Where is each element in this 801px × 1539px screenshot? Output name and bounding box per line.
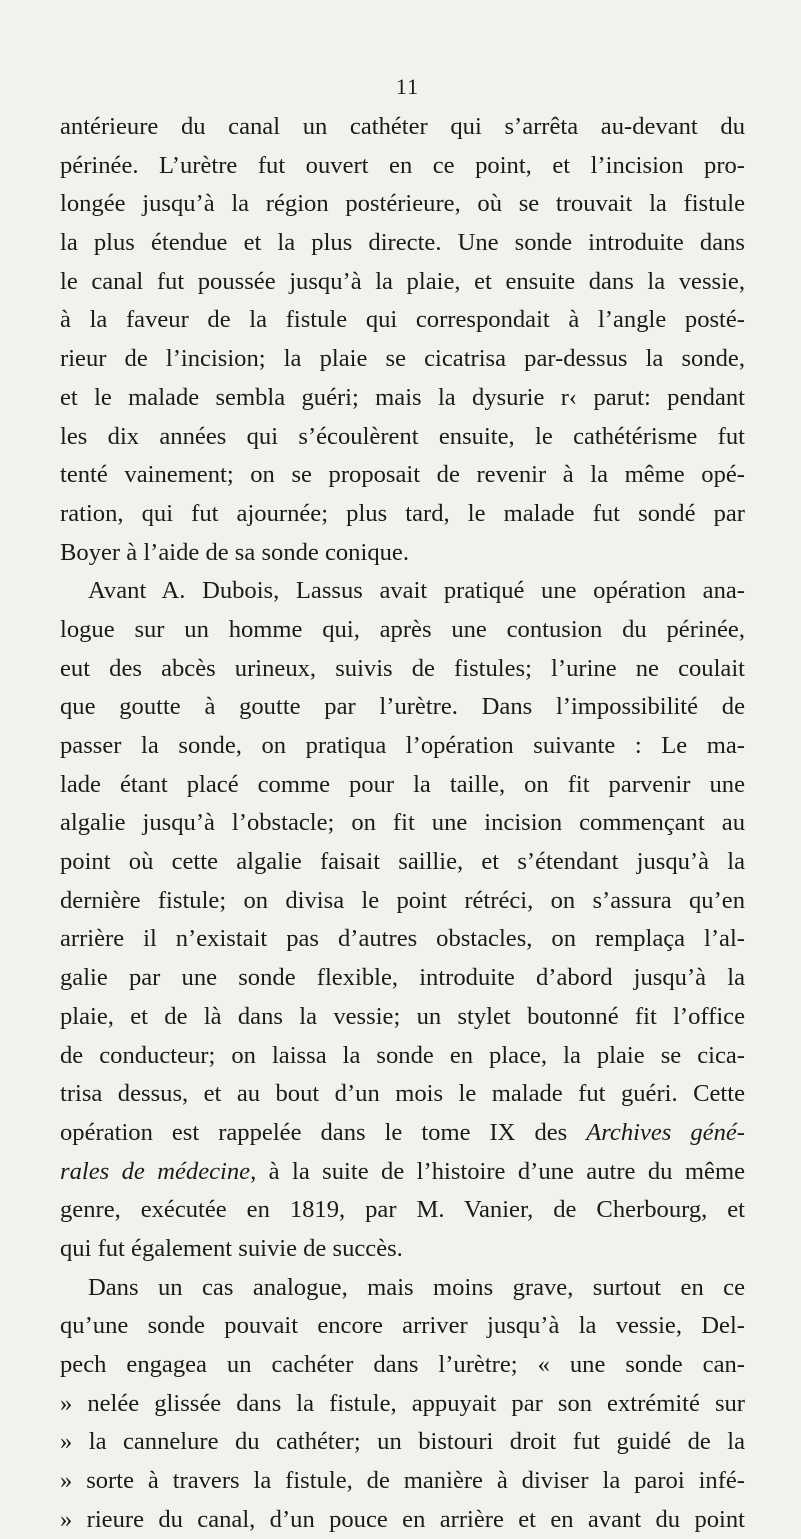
text-line: [60, 998, 745, 1037]
text-segment: qui fut également suivie de succès.: [60, 1234, 403, 1262]
text-line: [60, 1075, 745, 1114]
text-segment: le canal fut poussée jusqu’à la plaie, et ensuite dans la vessie,: [60, 267, 745, 295]
text-line: [60, 224, 745, 263]
text-line: [60, 263, 745, 302]
text-segment: tenté vainement; on se proposait de revenir à la même opé-: [60, 461, 745, 489]
text-line: [60, 1423, 745, 1462]
text-line: [60, 185, 745, 224]
text-segment: la plus étendue et la plus directe. Une sonde introduite dans: [60, 229, 745, 257]
text-segment: qu’une sonde pouvait encore arriver jusqu’à la vessie, Del-: [60, 1312, 745, 1340]
text-segment: , à la suite de l’histoire d’une autre du même: [250, 1157, 745, 1185]
text-segment: rieur de l’incision; la plaie se cicatrisa par-dessus la sonde,: [60, 345, 745, 373]
text-segment: les dix années qui s’écoulèrent ensuite, le cathétérisme fut: [60, 422, 745, 450]
text-line: [60, 495, 745, 534]
text-line: [60, 1153, 745, 1192]
text-segment: et le malade sembla guéri; mais la dysurie r‹ parut: pendant: [60, 383, 745, 411]
text-line: [60, 379, 745, 418]
text-line: [60, 650, 745, 689]
text-segment: » nelée glissée dans la fistule, appuyait par son extrémité sur: [60, 1389, 745, 1417]
italic-text-segment: rales de médecine: [60, 1157, 251, 1185]
text-segment: de conducteur; on laissa la sonde en place, la plaie se cica-: [60, 1041, 745, 1069]
text-line: [60, 843, 745, 882]
text-segment: algalie jusqu’à l’obstacle; on fit une incision commençant au: [60, 809, 745, 837]
text-segment: passer la sonde, on pratiqua l’opération suivante : Le ma-: [60, 732, 745, 759]
text-segment: à la faveur de la fistule qui correspondait à l’angle posté-: [60, 306, 745, 334]
text-segment: galie par une sonde flexible, introduite d’abord jusqu’à la: [60, 964, 745, 992]
text-segment: genre, exécutée en 1819, par M. Vanier, de Cherbourg, et: [60, 1196, 745, 1224]
text-line: [60, 1191, 745, 1230]
text-segment: ration, qui fut ajournée; plus tard, le malade fut sondé par: [60, 499, 745, 527]
text-segment: Dans un cas analogue, mais moins grave, surtout en ce: [88, 1273, 745, 1301]
text-line: [60, 959, 745, 998]
text-segment: dernière fistule; on divisa le point rétréci, on s’assura qu’en: [60, 886, 745, 914]
text-segment: eut des abcès urineux, suivis de fistules; l’urine ne coulait: [60, 654, 745, 682]
text-line: [60, 727, 745, 766]
text-line: [60, 688, 745, 727]
text-segment: Boyer à l’aide de sa sonde conique.: [60, 538, 409, 566]
text-line: [60, 920, 745, 959]
text-segment: opération est rappelée dans le tome IX des: [60, 1118, 587, 1146]
text-line: [60, 340, 745, 379]
text-line: [60, 108, 745, 147]
text-line: [60, 1385, 745, 1424]
text-segment: antérieure du canal un cathéter qui s’arrêta au-devant du: [60, 113, 745, 140]
text-line: [60, 1230, 745, 1269]
text-line: [60, 1037, 745, 1076]
text-line: [60, 611, 745, 650]
page-number: 11: [395, 74, 420, 99]
text-segment: logue sur un homme qui, après une contusion du périnée,: [60, 615, 745, 643]
text-line: [60, 534, 745, 573]
text-segment: » sorte à travers la fistule, de manière à diviser la paroi infé-: [60, 1467, 745, 1495]
text-segment: pech engagea un cachéter dans l’urètre; « une sonde can-: [60, 1351, 745, 1378]
text-line: [60, 804, 745, 843]
text-line: [60, 418, 745, 457]
text-line: [60, 1307, 745, 1346]
text-segment: trisa dessus, et au bout d’un mois le malade fut guéri. Cette: [60, 1080, 745, 1108]
text-segment: arrière il n’existait pas d’autres obstacles, on remplaça l’al-: [60, 925, 745, 953]
text-line: [60, 572, 745, 611]
text-line: [60, 1501, 745, 1539]
text-line: [60, 1346, 745, 1385]
text-segment: lade étant placé comme pour la taille, on fit parvenir une: [60, 770, 745, 798]
text-segment: » rieure du canal, d’un pouce en arrière et en avant du point: [60, 1505, 745, 1533]
text-segment: point où cette algalie faisait saillie, et s’étendant jusqu’à la: [60, 848, 745, 876]
text-segment: que goutte à goutte par l’urètre. Dans l’impossibilité de: [60, 693, 745, 721]
body-text: [60, 108, 745, 1539]
text-segment: Avant A. Dubois, Lassus avait pratiqué une opération ana-: [88, 577, 745, 605]
text-line: [60, 766, 745, 805]
text-line: [60, 1269, 745, 1308]
text-segment: » la cannelure du cathéter; un bistouri droit fut guidé de la: [60, 1428, 745, 1456]
text-segment: périnée. L’urètre fut ouvert en ce point, et l’incision pro-: [60, 151, 745, 179]
text-line: [60, 147, 745, 186]
text-segment: longée jusqu’à la région postérieure, où se trouvait la fistule: [60, 190, 745, 218]
text-line: [60, 1114, 745, 1153]
text-line: [60, 1462, 745, 1501]
text-line: [60, 301, 745, 340]
italic-text-segment: Archives géné-: [586, 1118, 745, 1146]
text-line: [60, 882, 745, 921]
text-segment: plaie, et de là dans la vessie; un stylet boutonné fit l’office: [60, 1002, 745, 1030]
text-line: [60, 456, 745, 495]
